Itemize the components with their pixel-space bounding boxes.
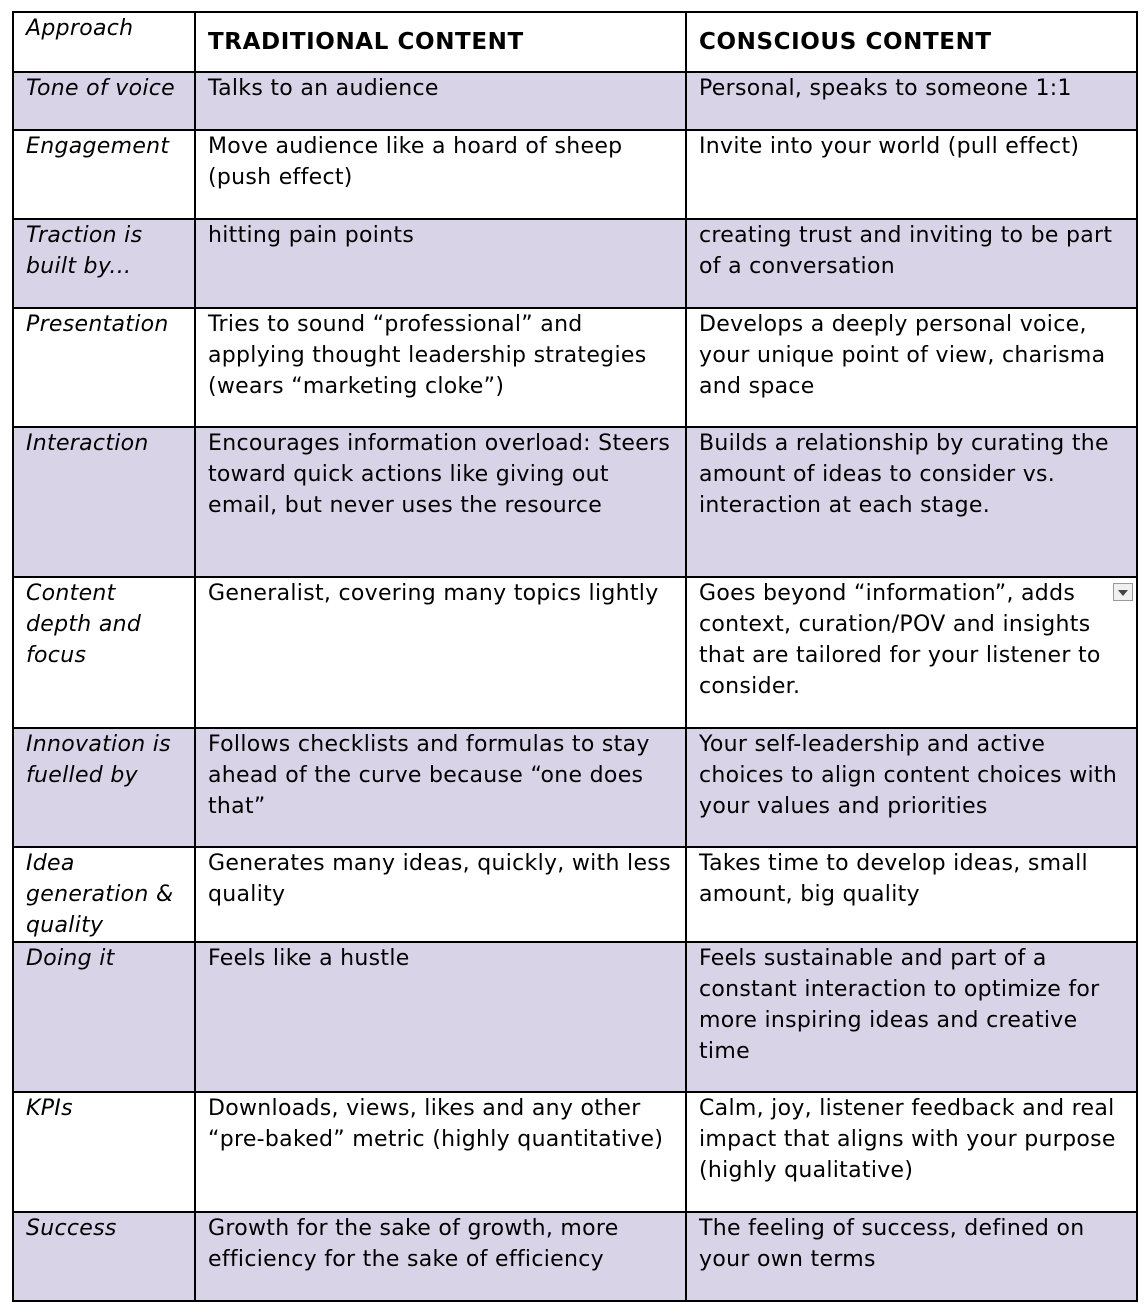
comparison-table bbox=[12, 11, 1138, 1302]
conscious-cell: Builds a relationship by curating the amount of ideas to consider vs. interaction at each stage. bbox=[686, 427, 1137, 577]
conscious-cell: Calm, joy, listener feedback and real impact that aligns with your purpose (highly qualitative) bbox=[686, 1092, 1137, 1212]
header-conscious-content: CONSCIOUS CONTENT bbox=[686, 12, 1137, 72]
conscious-cell: Your self-leadership and active choices to align content choices with your values and priorities bbox=[686, 728, 1137, 847]
header-approach-label: Approach bbox=[13, 12, 195, 72]
traditional-cell: Generalist, covering many topics lightly bbox=[195, 577, 686, 728]
conscious-cell bbox=[686, 577, 1137, 728]
row-label: Success bbox=[13, 1212, 195, 1301]
row-label: Engagement bbox=[13, 130, 195, 219]
conscious-cell: Invite into your world (pull effect) bbox=[686, 130, 1137, 219]
traditional-cell: Follows checklists and formulas to stay ahead of the curve because “one does that” bbox=[195, 728, 686, 847]
header-traditional-content: TRADITIONAL CONTENT bbox=[195, 12, 686, 72]
table-row bbox=[13, 728, 1137, 847]
table-row bbox=[13, 130, 1137, 219]
traditional-cell: Growth for the sake of growth, more efficiency for the sake of efficiency bbox=[195, 1212, 686, 1301]
conscious-cell: Takes time to develop ideas, small amount, big quality bbox=[686, 847, 1137, 942]
header-row bbox=[13, 12, 1137, 72]
table-row bbox=[13, 1092, 1137, 1212]
table-row bbox=[13, 427, 1137, 577]
conscious-cell: Personal, speaks to someone 1:1 bbox=[686, 72, 1137, 130]
table-row bbox=[13, 942, 1137, 1092]
dropdown-arrow-icon[interactable] bbox=[1113, 583, 1133, 601]
traditional-cell: Encourages information overload: Steers toward quick actions like giving out email, but never uses the resource bbox=[195, 427, 686, 577]
traditional-cell: Talks to an audience bbox=[195, 72, 686, 130]
row-label: Doing it bbox=[13, 942, 195, 1092]
row-label: Idea generation & quality bbox=[13, 847, 195, 942]
traditional-cell: hitting pain points bbox=[195, 219, 686, 308]
conscious-cell: creating trust and inviting to be part of a conversation bbox=[686, 219, 1137, 308]
row-label: Innovation is fuelled by bbox=[13, 728, 195, 847]
table-row bbox=[13, 308, 1137, 427]
conscious-cell: Develops a deeply personal voice, your unique point of view, charisma and space bbox=[686, 308, 1137, 427]
conscious-cell: The feeling of success, defined on your own terms bbox=[686, 1212, 1137, 1301]
table-row bbox=[13, 1212, 1137, 1301]
row-label: Tone of voice bbox=[13, 72, 195, 130]
traditional-cell: Tries to sound “professional” and applying thought leadership strategies (wears “marketing cloke”) bbox=[195, 308, 686, 427]
conscious-cell: Feels sustainable and part of a constant interaction to optimize for more inspiring ideas and creative time bbox=[686, 942, 1137, 1092]
conscious-cell-text: Goes beyond “information”, adds context, curation/POV and insights that are tailored for your listener to consider. bbox=[699, 581, 1101, 699]
row-label: Presentation bbox=[13, 308, 195, 427]
table-row bbox=[13, 72, 1137, 130]
row-label: Content depth and focus bbox=[13, 577, 195, 728]
row-label: Traction is built by... bbox=[13, 219, 195, 308]
traditional-cell: Generates many ideas, quickly, with less quality bbox=[195, 847, 686, 942]
row-label: Interaction bbox=[13, 427, 195, 577]
traditional-cell: Downloads, views, likes and any other “pre-baked” metric (highly quantitative) bbox=[195, 1092, 686, 1212]
table-row bbox=[13, 847, 1137, 942]
table-row bbox=[13, 577, 1137, 728]
traditional-cell: Move audience like a hoard of sheep (push effect) bbox=[195, 130, 686, 219]
table-row bbox=[13, 219, 1137, 308]
row-label: KPIs bbox=[13, 1092, 195, 1212]
traditional-cell: Feels like a hustle bbox=[195, 942, 686, 1092]
